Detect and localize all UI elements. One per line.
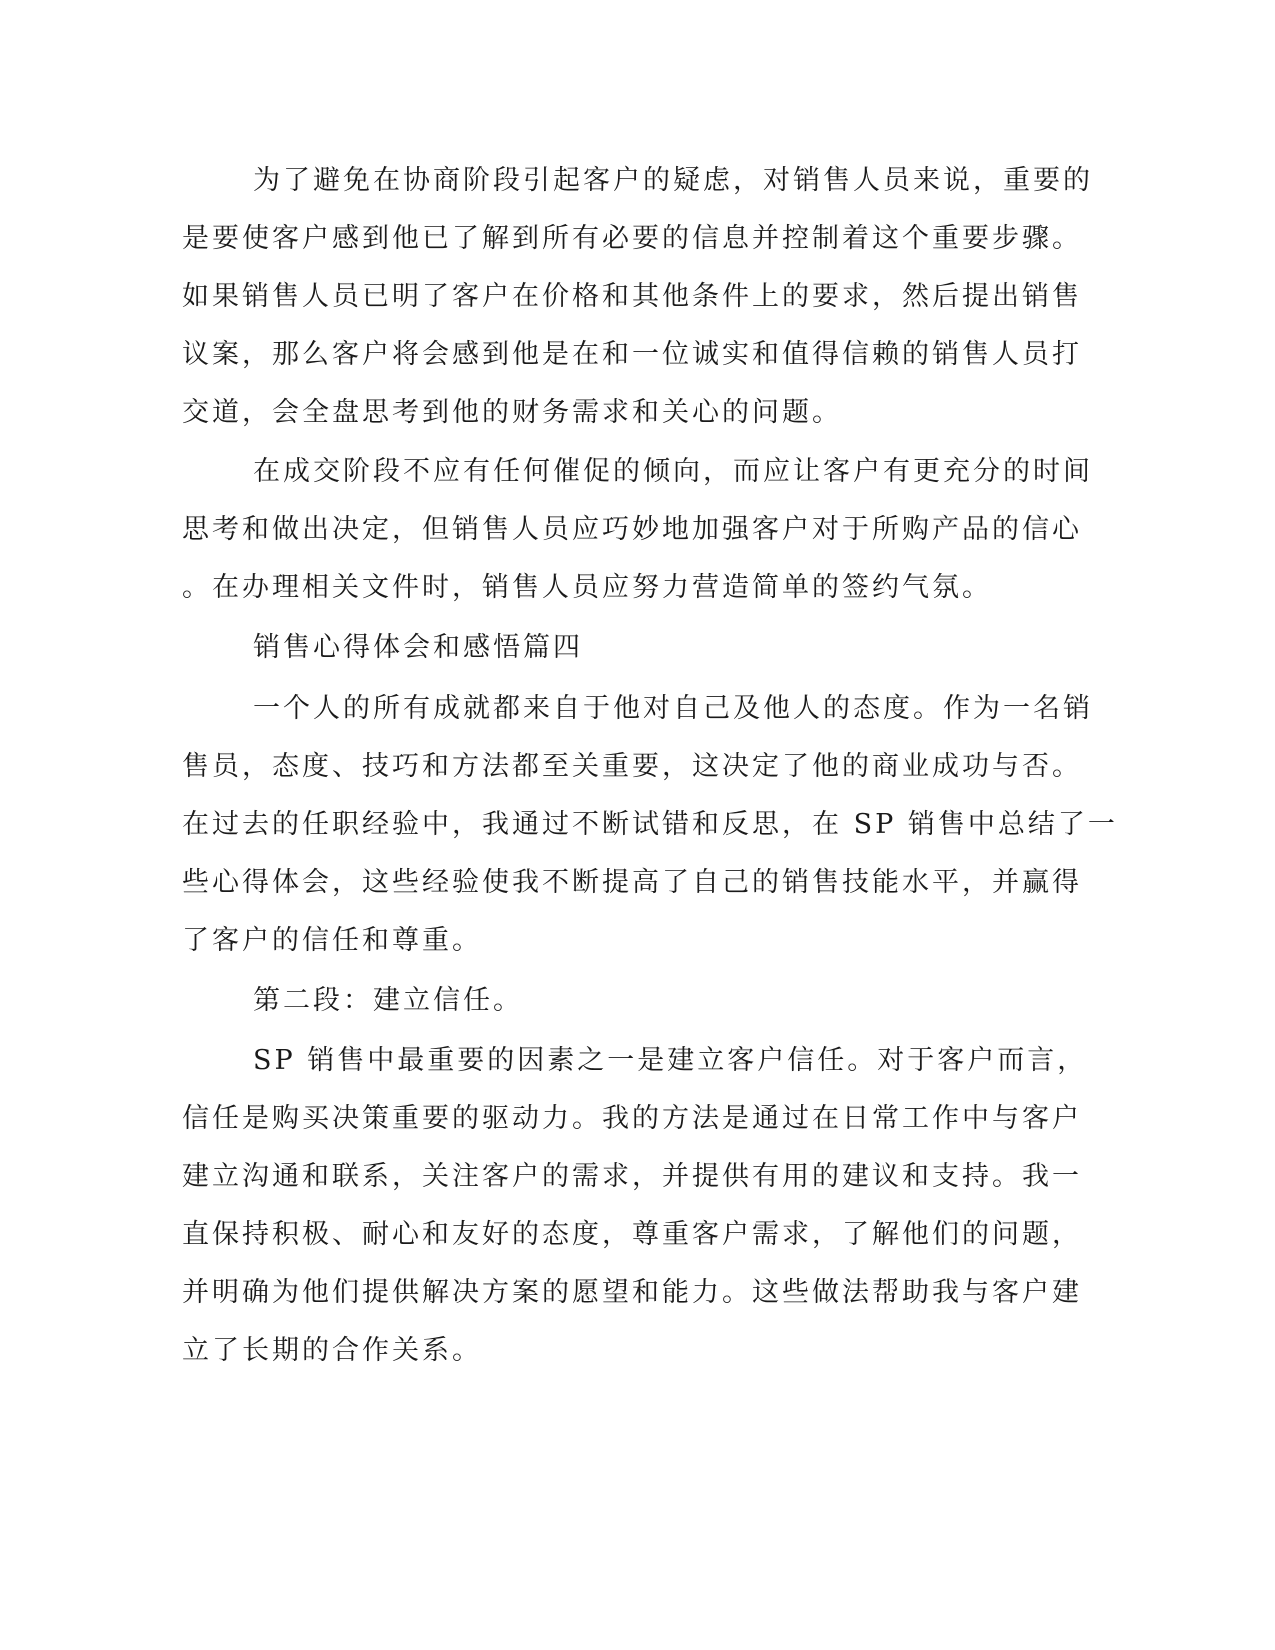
text-line-content: 思考和做出决定，但销售人员应巧妙地加强客户对于所购产品的信心 [182, 514, 1082, 545]
text-line [0, 1099, 1275, 1139]
text-line-content: 售员，态度、技巧和方法都至关重要，这决定了他的商业成功与否。 [182, 751, 1082, 782]
text-line [0, 747, 1275, 787]
subsection-heading-text: 第二段：建立信任。 [253, 985, 523, 1016]
text-line-content: 在过去的任职经验中，我通过不断试错和反思，在 SP 销售中总结了一 [182, 809, 1118, 840]
text-line-content: 议案，那么客户将会感到他是在和一位诚实和值得信赖的销售人员打 [182, 339, 1082, 370]
text-line [0, 452, 1275, 492]
text-line-content: 一个人的所有成就都来自于他对自己及他人的态度。作为一名销 [253, 693, 1093, 724]
subsection-heading [0, 981, 1275, 1021]
text-line-content: 。在办理相关文件时，销售人员应努力营造简单的签约气氛。 [182, 572, 992, 603]
section-heading [0, 628, 1275, 668]
text-line [0, 277, 1275, 317]
text-line [0, 1041, 1275, 1081]
text-line-content: 在成交阶段不应有任何催促的倾向，而应让客户有更充分的时间 [253, 456, 1093, 487]
text-line-content: SP 销售中最重要的因素之一是建立客户信任。对于客户而言， [253, 1045, 1088, 1076]
text-line-content: 交道，会全盘思考到他的财务需求和关心的问题。 [182, 397, 842, 428]
text-line-content: 是要使客户感到他已了解到所有必要的信息并控制着这个重要步骤。 [182, 223, 1082, 254]
text-line-content: 信任是购买决策重要的驱动力。我的方法是通过在日常工作中与客户 [182, 1103, 1082, 1134]
text-line [0, 510, 1275, 550]
text-line [0, 1331, 1275, 1371]
text-line [0, 219, 1275, 259]
text-line-content: 些心得体会，这些经验使我不断提高了自己的销售技能水平，并赢得 [182, 867, 1082, 898]
text-line [0, 921, 1275, 961]
text-line-content: 立了长期的合作关系。 [182, 1335, 482, 1366]
text-line [0, 1215, 1275, 1255]
text-line [0, 805, 1275, 845]
text-line [0, 863, 1275, 903]
text-line [0, 1273, 1275, 1313]
text-line [0, 161, 1275, 201]
text-line-content: 如果销售人员已明了客户在价格和其他条件上的要求，然后提出销售 [182, 281, 1082, 312]
text-line-content: 为了避免在协商阶段引起客户的疑虑，对销售人员来说，重要的 [253, 165, 1093, 196]
section-heading-text: 销售心得体会和感悟篇四 [253, 632, 583, 663]
text-line-content: 直保持积极、耐心和友好的态度，尊重客户需求，了解他们的问题， [182, 1219, 1082, 1250]
text-line [0, 335, 1275, 375]
text-line-content: 并明确为他们提供解决方案的愿望和能力。这些做法帮助我与客户建 [182, 1277, 1082, 1308]
text-line [0, 568, 1275, 608]
text-line-content: 了客户的信任和尊重。 [182, 925, 482, 956]
text-line [0, 1157, 1275, 1197]
text-line [0, 689, 1275, 729]
text-line-content: 建立沟通和联系，关注客户的需求，并提供有用的建议和支持。我一 [182, 1161, 1082, 1192]
text-line [0, 393, 1275, 433]
